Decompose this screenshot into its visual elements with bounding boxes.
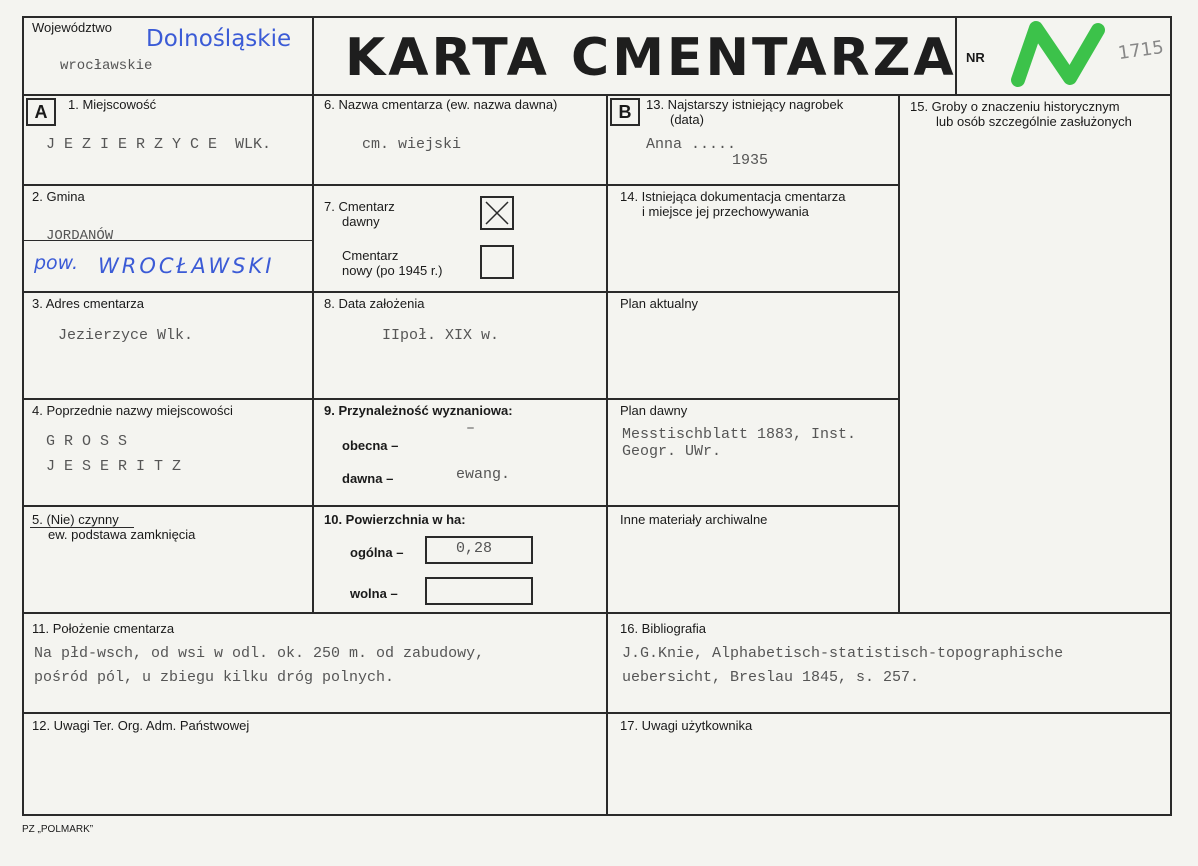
field-3-label: 3. Adres cmentarza (32, 296, 144, 311)
field-9-current-value: – (466, 420, 476, 437)
section-a-marker: A (26, 98, 56, 126)
field-1-label: 1. Miejscowość (68, 97, 157, 112)
field-16-line-1: J.G.Knie, Alphabetisch-statistisch-topographische (622, 645, 1064, 662)
nr-label: NR (966, 50, 985, 65)
field-14-label-2: i miejsce jej przechowywania (642, 204, 809, 219)
field-4-label: 4. Poprzednie nazwy miejscowości (32, 403, 233, 418)
field-6-label: 6. Nazwa cmentarza (ew. nazwa dawna) (324, 97, 558, 112)
field-10-total-value: 0,28 (456, 540, 493, 557)
plan-old-label: Plan dawny (620, 403, 688, 418)
green-n-mark (1010, 20, 1110, 88)
field-13-label-1: 13. Najstarszy istniejący nagrobek (646, 97, 844, 112)
plan-current-label: Plan aktualny (620, 296, 699, 311)
field-8-value: IIpoł. XIX w. (382, 327, 500, 344)
field-2-value: JORDANÓW (46, 228, 114, 244)
field-9-former-value: ewang. (456, 466, 511, 483)
field-9-label: 9. Przynależność wyznaniowa: (324, 403, 513, 418)
field-15-label-1: 15. Groby o znaczeniu historycznym (910, 99, 1120, 114)
field-2-prefix: pow. (34, 252, 79, 274)
field-1-value: J E Z I E R Z Y C E WLK. (46, 136, 272, 153)
archival-label: Inne materiały archiwalne (620, 512, 768, 527)
field-4-value-2: J E S E R I T Z (46, 458, 182, 475)
field-13-label-2: (data) (670, 112, 704, 127)
field-16-label: 16. Bibliografia (620, 621, 706, 636)
page-title: KARTA CMENTARZA (345, 28, 957, 88)
field-7-label-2: Cmentarz (342, 248, 399, 263)
field-17-label: 17. Uwagi użytkownika (620, 718, 753, 733)
field-2-label: 2. Gmina (32, 189, 85, 204)
section-b-marker: B (610, 98, 640, 126)
voivodeship-label: Województwo (32, 20, 112, 35)
field-8-label: 8. Data założenia (324, 296, 425, 311)
plan-old-line-1: Messtischblatt 1883, Inst. (622, 426, 857, 443)
new-cemetery-checkbox[interactable] (480, 245, 514, 279)
plan-old-line-2: Geogr. UWr. (622, 443, 722, 460)
field-15-label-2: lub osób szczególnie zasłużonych (936, 114, 1132, 129)
field-14-label-1: 14. Istniejąca dokumentacja cmentarza (620, 189, 846, 204)
field-10-label: 10. Powierzchnia w ha: (324, 512, 466, 527)
field-13-value-2: 1935 (732, 152, 769, 169)
field-5-label: 5. (Nie) czynny (32, 512, 119, 527)
field-10-total-label: ogólna – (350, 545, 404, 560)
field-7-label: 7. Cmentarz (324, 199, 395, 214)
field-4-value-1: G R O S S (46, 433, 128, 450)
field-6-value: cm. wiejski (362, 136, 462, 153)
check-cross-icon (482, 198, 512, 228)
field-2-county: WROCŁAWSKI (98, 254, 275, 278)
field-3-value: Jezierzyce Wlk. (58, 327, 194, 344)
field-5-sublabel: ew. podstawa zamknięcia (48, 527, 196, 542)
field-10-free-label: wolna – (350, 586, 398, 601)
voivodeship-handwritten: Dolnośląskie (146, 26, 292, 52)
field-9-former-label: dawna – (342, 471, 394, 486)
field-7-sub1: dawny (342, 214, 380, 229)
field-9-current-label: obecna – (342, 438, 399, 453)
footer-printer: PZ „POLMARK” (22, 824, 94, 835)
field-13-value-1: Anna ..... (646, 136, 737, 153)
field-11-line-2: pośród pól, u zbiegu kilku dróg polnych. (34, 669, 395, 686)
old-cemetery-checkbox[interactable] (480, 196, 514, 230)
nr-handwritten: 1715 (1116, 36, 1166, 65)
voivodeship-typed: wrocławskie (60, 58, 153, 74)
field-16-line-2: uebersicht, Breslau 1845, s. 257. (622, 669, 920, 686)
field-11-label: 11. Położenie cmentarza (32, 621, 175, 636)
field-11-line-1: Na płd-wsch, od wsi w odl. ok. 250 m. od zabudowy, (34, 645, 485, 662)
field-7-sub2: nowy (po 1945 r.) (342, 263, 443, 278)
free-area-field[interactable] (425, 577, 533, 605)
field-12-label: 12. Uwagi Ter. Org. Adm. Państwowej (32, 718, 250, 733)
